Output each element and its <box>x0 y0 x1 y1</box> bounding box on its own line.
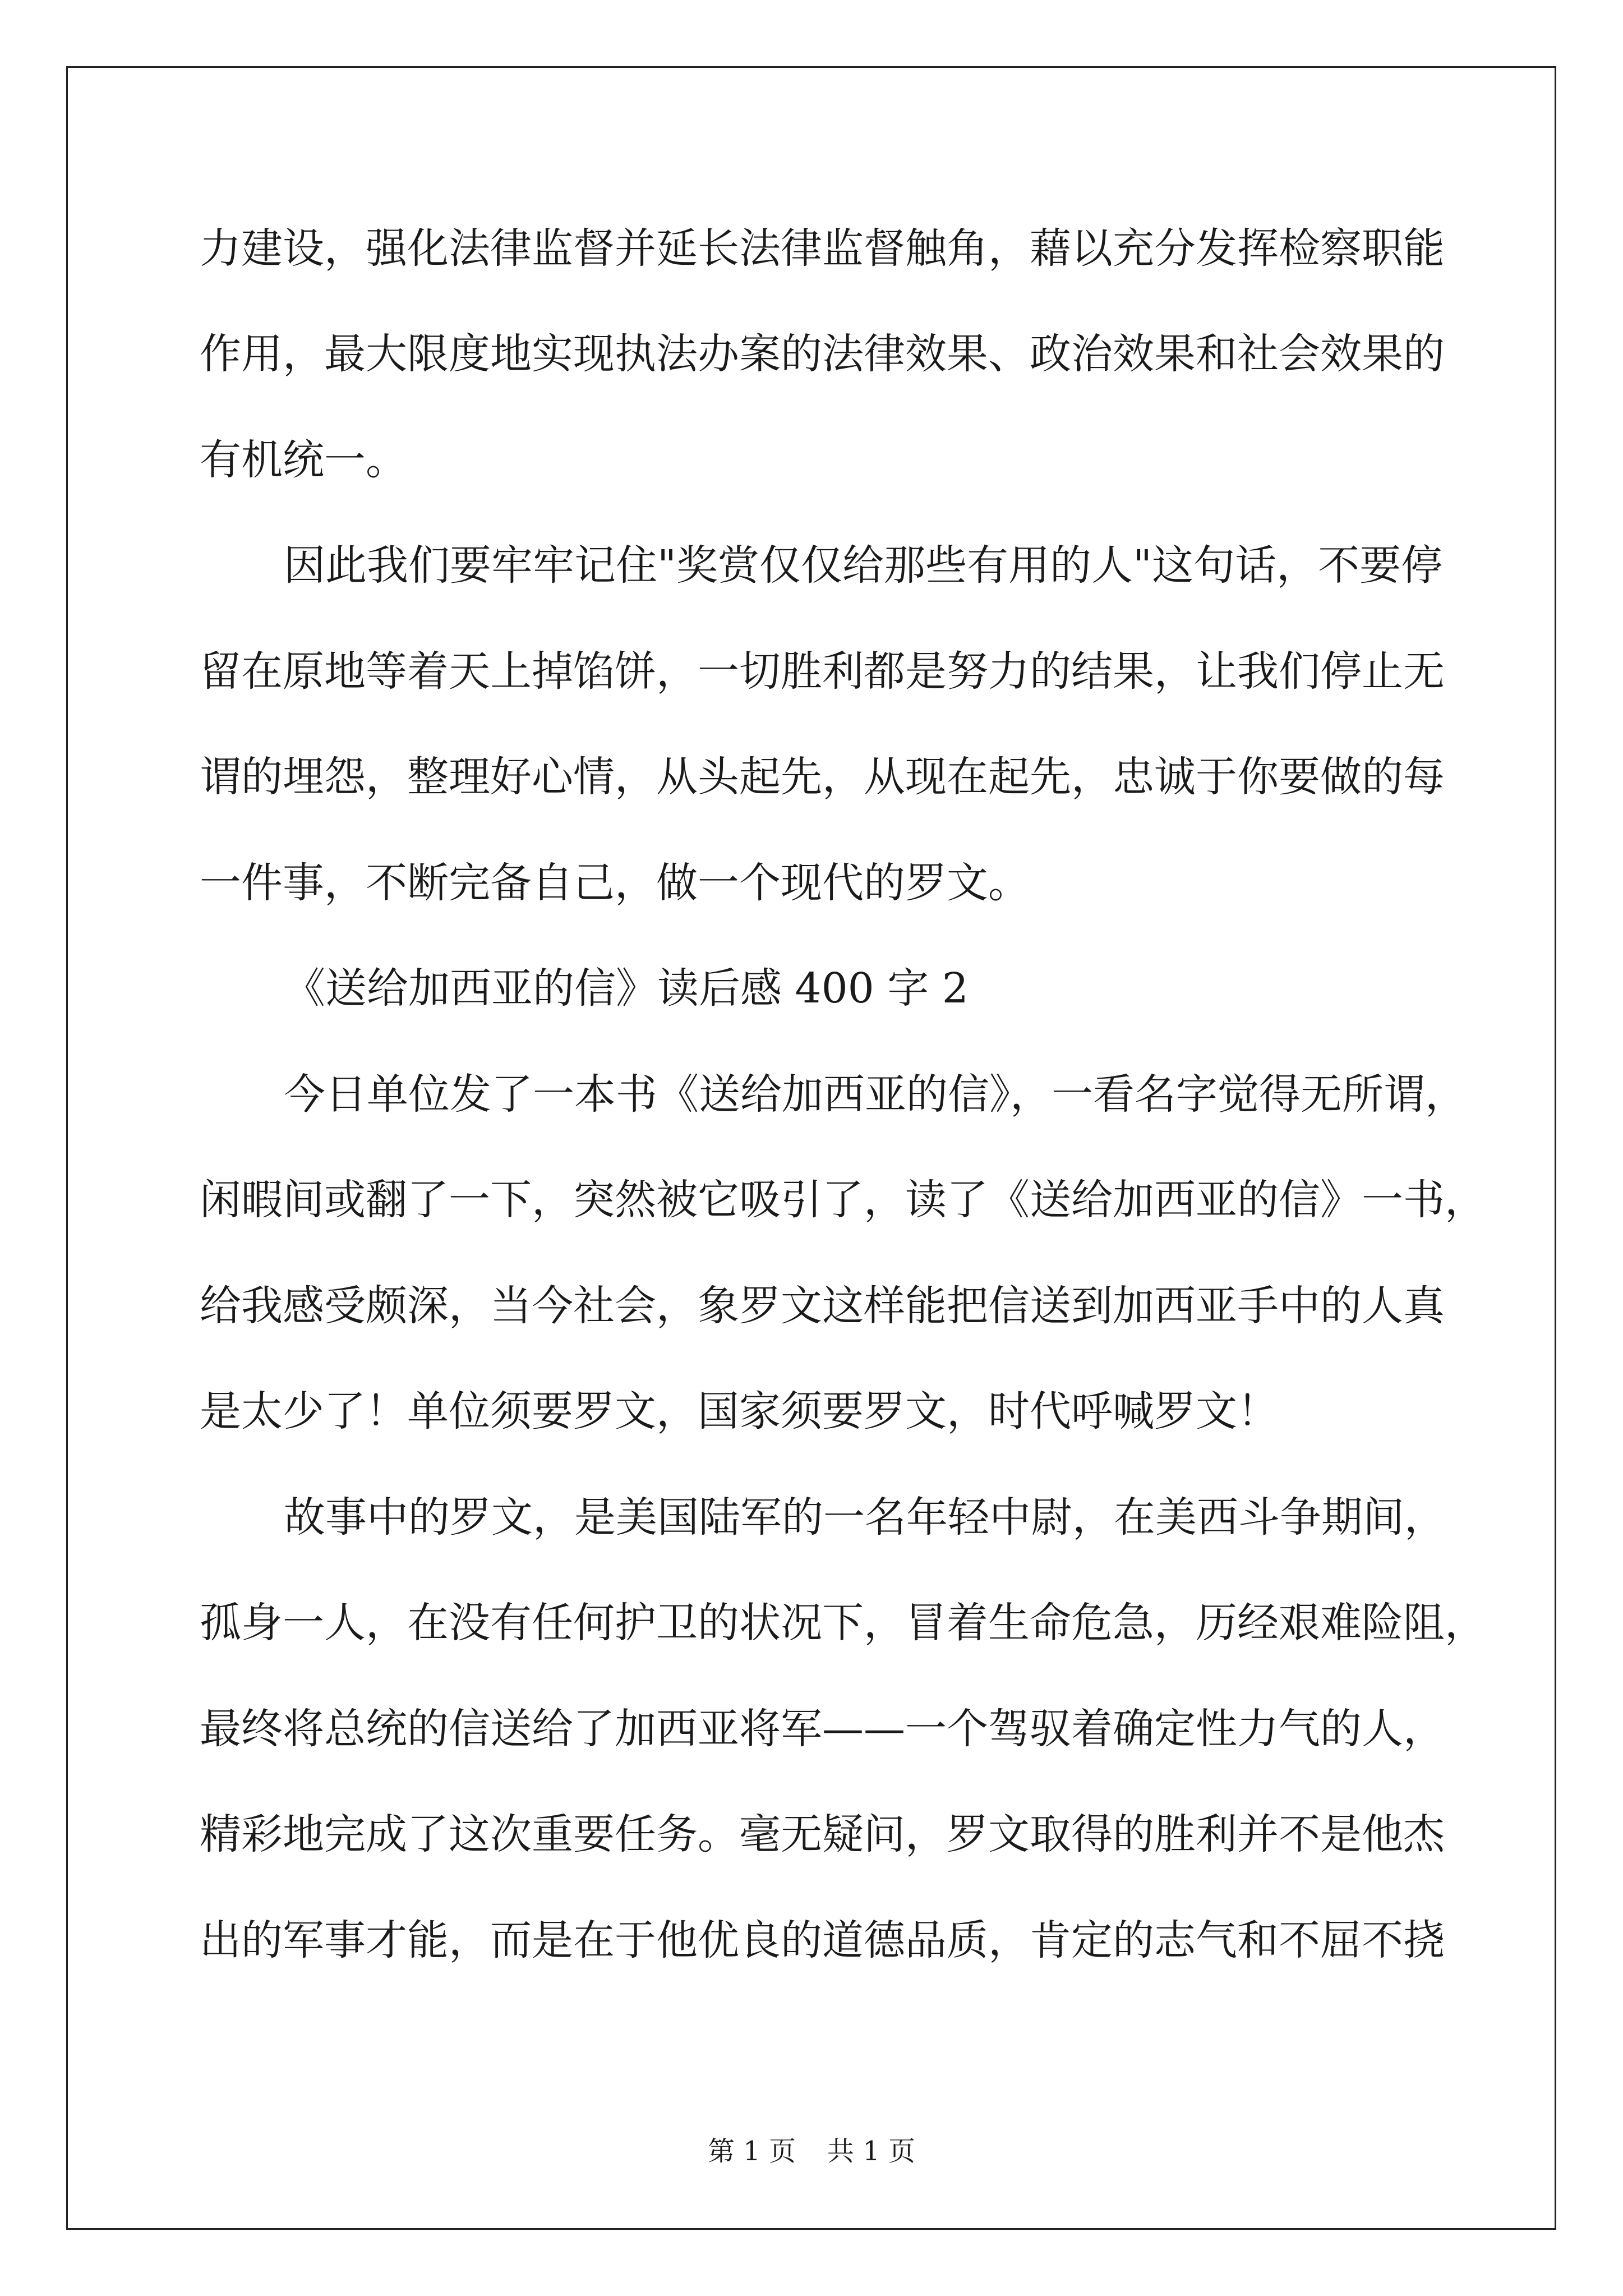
paragraph-line: 有机统一。 <box>200 436 407 484</box>
page-number-current: 第 1 页 <box>707 2136 796 2167</box>
paragraph-line: 最终将总统的信送给了加西亚将军——一个驾驭着确定性力气的人， <box>200 1705 1445 1753</box>
paragraph-line: 谓的埋怨，整理好心情，从头起先，从现在起先，忠诚于你要做的每 <box>200 753 1445 801</box>
paragraph-line: 给我感受颇深，当今社会，象罗文这样能把信送到加西亚手中的人真 <box>200 1282 1445 1330</box>
paragraph-line: 故事中的罗文，是美国陆军的一名年轻中尉，在美西斗争期间， <box>284 1493 1446 1542</box>
section-heading: 《送给加西亚的信》读后感 400 字 2 <box>284 964 969 1013</box>
paragraph-line: 出的军事才能，而是在于他优良的道德品质，肯定的志气和不屈不挠 <box>200 1916 1445 1964</box>
paragraph-line: 力建设，强化法律监督并延长法律监督触角，藉以充分发挥检察职能 <box>200 224 1445 273</box>
paragraph-line: 作用，最大限度地实现执法办案的法律效果、政治效果和社会效果的 <box>200 330 1445 378</box>
paragraph-line: 孤身一人，在没有任何护卫的状况下，冒着生命危急，历经艰难险阻， <box>200 1599 1486 1647</box>
paragraph-line: 留在原地等着天上掉馅饼，一切胜利都是努力的结果，让我们停止无 <box>200 647 1445 696</box>
paragraph-line: 是太少了！单位须要罗文，国家须要罗文，时代呼喊罗文！ <box>200 1387 1279 1435</box>
paragraph-line: 精彩地完成了这次重要任务。毫无疑问，罗文取得的胜利并不是他杰 <box>200 1810 1445 1858</box>
paragraph-line: 因此我们要牢牢记住"奖赏仅仅给那些有用的人"这句话，不要停 <box>284 541 1443 590</box>
paragraph-line: 闲暇间或翻了一下，突然被它吸引了，读了《送给加西亚的信》一书， <box>200 1176 1486 1224</box>
page-number-total: 共 1 页 <box>827 2136 916 2167</box>
page-footer <box>0 2134 1623 2168</box>
paragraph-line: 一件事，不断完备自己，做一个现代的罗文。 <box>200 859 1030 907</box>
page-border <box>66 66 1556 2230</box>
paragraph-line: 今日单位发了一本书《送给加西亚的信》，一看名字觉得无所谓， <box>284 1070 1467 1119</box>
